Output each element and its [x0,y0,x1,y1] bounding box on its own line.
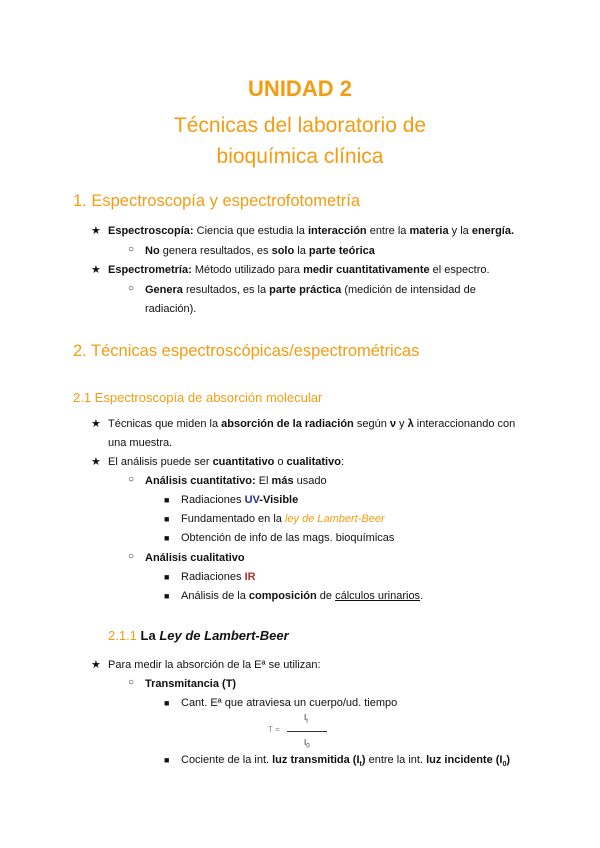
quantitative-analysis: Análisis cuantitativo: El más usado [145,475,327,487]
transmittance-heading: Transmitancia (T) [145,678,237,690]
ir-item: Radiaciones IR [181,571,256,583]
circle-bullet-icon: ○ [128,474,135,485]
lambert-beer-basis-item: Fundamentado en la ley de Lambert-Beer [181,513,385,525]
star-bullet-icon: ★ [91,456,101,468]
square-bullet-icon: ■ [164,591,170,601]
square-bullet-icon: ■ [164,495,170,505]
star-bullet-icon: ★ [91,418,101,430]
spectroscopy-subpoint: No genera resultados, es solo la parte teórica [145,245,375,257]
square-bullet-icon: ■ [164,572,170,582]
formula-denominator: $I_0$ [304,738,310,750]
subtitle-line-1: Técnicas del laboratorio de [173,114,427,137]
star-bullet-icon: ★ [91,264,101,276]
square-bullet-icon: ■ [164,533,170,543]
square-bullet-icon: ■ [164,514,170,524]
transmittance-definition: Cant. Eª que atraviesa un cuerpo/ud. tiempo [181,697,398,709]
analysis-types: El análisis puede ser cuantitativo o cualitativo: [108,456,344,468]
transmittance-ratio: Cociente de la int. luz transmitida $(I_t)$ entre la int. luz incidente $(I_0)$ [181,754,511,769]
qualitative-analysis: Análisis cualitativo [145,552,245,564]
formula-numerator: $I_t$ [304,713,308,725]
spectrometry-definition: Espectrometría: Método utilizado para medir cuantitativamente el espectro. [108,264,490,276]
subsection-2-1-heading: 2.1 Espectroscopía de absorción molecular [73,390,323,405]
subsection-2-1-1-heading: 2.1.1 La Ley de Lambert-Beer [108,628,289,643]
section-1-heading: 1. Espectroscopía y espectrofotometría [73,192,361,210]
spectrometry-subpoint: Genera resultados, es la parte práctica (medición de intensidad de [145,284,476,296]
fraction-line [287,731,327,732]
biochem-info-item: Obtención de info de las mags. bioquímicas [181,532,395,544]
square-bullet-icon: ■ [164,698,170,708]
star-bullet-icon: ★ [91,225,101,237]
absorption-measure-intro: Para medir la absorción de la Eª se utilizan: [108,659,321,671]
uv-visible-item: Radiaciones UV-Visible [181,494,299,506]
circle-bullet-icon: ○ [128,244,135,255]
spectroscopy-definition: Espectroscopía: Ciencia que estudia la interacción entre la materia y la energía. [108,225,515,237]
circle-bullet-icon: ○ [128,677,135,688]
circle-bullet-icon: ○ [128,283,135,294]
spectrometry-subpoint-cont: radiación). [145,303,197,315]
unit-title: UNIDAD 2 [248,76,352,101]
square-bullet-icon: ■ [164,755,170,765]
urinary-stones-item: Análisis de la composición de cálculos urinarios. [181,590,424,602]
absorption-techniques-cont: una muestra. [108,437,173,449]
circle-bullet-icon: ○ [128,551,135,562]
section-2-heading: 2. Técnicas espectroscópicas/espectrométricas [73,342,420,360]
subtitle-line-2: bioquímica clínica [216,145,384,168]
star-bullet-icon: ★ [91,659,101,671]
absorption-techniques: Técnicas que miden la absorción de la radiación según ν y λ interaccionando con [108,418,516,430]
formula-lhs: T = [268,725,280,734]
